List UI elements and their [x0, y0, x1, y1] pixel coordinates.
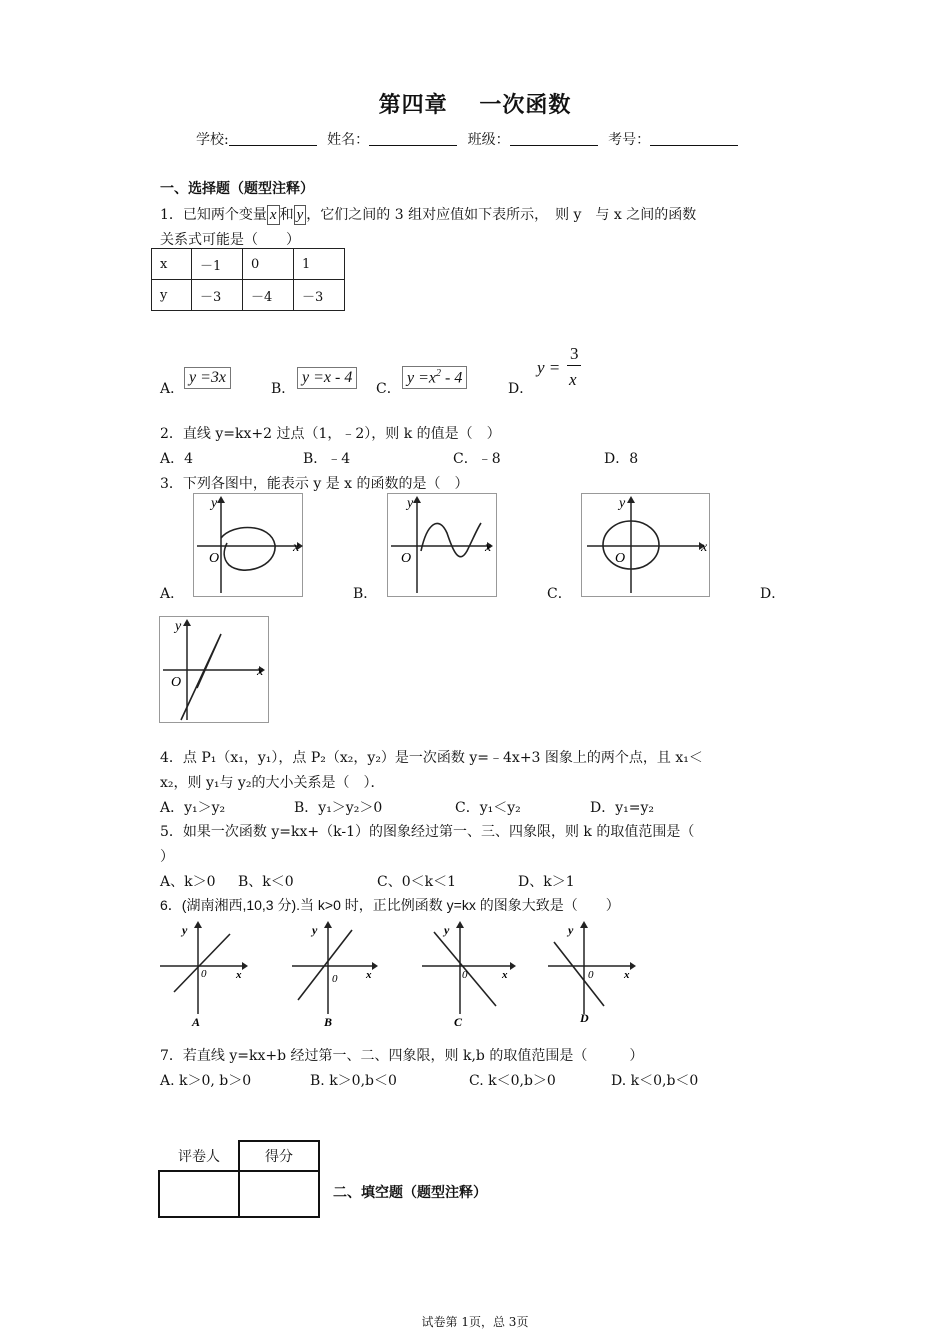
origin-label: O — [401, 551, 412, 566]
svg-text:y: y — [444, 923, 450, 937]
q6-label-a: A — [192, 1015, 201, 1029]
svg-text:0: 0 — [201, 968, 207, 980]
score-table — [158, 1140, 320, 1218]
table-cell: 1 — [294, 249, 345, 280]
q1-text-b: 和 — [279, 207, 294, 223]
school-label: 学校: — [196, 132, 229, 148]
q3-label-b: B． — [353, 586, 378, 602]
table-cell: －1 — [192, 249, 243, 280]
q3-graph-c — [581, 493, 713, 603]
y-axis-label: y — [619, 496, 626, 511]
q4-option-a: A．y₁＞y₂ — [160, 800, 226, 816]
table-cell: 0 — [243, 249, 294, 280]
class-label: 班级： — [467, 132, 510, 148]
q2-option-a: A．4 — [160, 451, 194, 467]
q6-graph-d — [548, 921, 636, 1025]
y-axis-arrow — [413, 496, 421, 503]
q1-text-c: ，它们之间的 3 组对应值如下表所示， 则 y 与 x 之间的函数 — [306, 207, 697, 223]
question-1-line-1 — [160, 204, 696, 225]
q2-option-d: D．8 — [604, 451, 639, 467]
q4-option-b: B．y₁＞y₂＞0 — [294, 800, 383, 816]
q6-label-c: C — [454, 1015, 463, 1029]
x-axis-label: x — [257, 664, 264, 679]
question-7: 7．若直线 y=kx+b 经过第一、二、四象限，则 k,b 的取值范围是（ ） — [160, 1048, 644, 1064]
score-header: 得分 — [239, 1141, 319, 1171]
question-6: 6．(湖南湘西,10,3 分).当 k>0 时，正比例函数 y=kx 的图象大致是（ ） — [160, 897, 620, 913]
q1-option-d-lhs: y = — [537, 358, 561, 377]
q1-var-y: y — [294, 205, 307, 225]
question-3: 3．下列各图中，能表示 y 是 x 的函数的是（ ） — [160, 476, 469, 492]
table-cell: －3 — [294, 280, 345, 311]
x-axis-label: x — [293, 540, 300, 555]
svg-text:0: 0 — [332, 973, 338, 985]
table-cell: x — [152, 249, 192, 280]
q3-label-c: C． — [547, 586, 572, 602]
name-label: 姓名： — [327, 132, 370, 148]
q7-option-b: B. k＞0,b＜0 — [310, 1073, 397, 1089]
q1-var-x: x — [267, 205, 280, 225]
q5-option-b: B、k＜0 — [238, 874, 294, 890]
q7-option-c: C. k＜0,b＞0 — [469, 1073, 556, 1089]
table-row — [152, 249, 345, 280]
svg-text:y: y — [182, 923, 188, 937]
table-row — [152, 280, 345, 311]
section-2-title: 二、填空题（题型注释） — [333, 1185, 487, 1201]
q3-label-d: D． — [760, 586, 786, 602]
q2-option-c: C．﹣8 — [453, 451, 501, 467]
table-cell: －4 — [243, 280, 294, 311]
x-axis-label: x — [701, 540, 708, 555]
q6-graphs — [158, 920, 668, 1036]
table-row — [159, 1171, 319, 1217]
q6-label-b: B — [324, 1015, 333, 1029]
graph-frame — [388, 494, 497, 597]
q7-option-d: D. k＜0,b＜0 — [611, 1073, 699, 1089]
q6-graph-b — [292, 921, 378, 1029]
q4-option-d: D．y₁=y₂ — [590, 800, 654, 816]
svg-text:0: 0 — [588, 969, 594, 981]
graph-frame — [582, 494, 710, 597]
x-axis-label: x — [485, 540, 492, 555]
svg-text:y: y — [568, 923, 574, 937]
score-cell[interactable] — [239, 1171, 319, 1217]
question-1-line-2: 关系式可能是（ ） — [160, 232, 300, 248]
origin-label: O — [209, 551, 220, 566]
q1-option-b: y =x - 4 — [297, 367, 357, 389]
y-axis-label: y — [211, 496, 218, 511]
q1-option-a: y =3x — [184, 367, 231, 389]
y-axis-arrow — [217, 496, 225, 503]
svg-text:0: 0 — [462, 969, 468, 981]
q2-option-b: B．﹣4 — [303, 451, 351, 467]
svg-text:y: y — [312, 923, 318, 937]
q5-option-d: D、k＞1 — [518, 874, 575, 890]
table-cell: y — [152, 280, 192, 311]
table-cell: －3 — [192, 280, 243, 311]
q7-option-a: A. k＞0, b＞0 — [160, 1073, 252, 1089]
reviewer-cell[interactable] — [159, 1171, 239, 1217]
q3-graph-a — [193, 493, 305, 603]
q1-option-a-label: A． — [160, 381, 185, 397]
q6-graph-a — [160, 921, 248, 1029]
question-5-line-1: 5．如果一次函数 y=kx+（k-1）的图象经过第一、三、四象限，则 k 的取值范围是（ — [160, 824, 695, 840]
q5-option-a: A、k＞0 — [160, 874, 216, 890]
exam-number-label: 考号： — [608, 132, 651, 148]
q4-option-c: C．y₁＜y₂ — [455, 800, 521, 816]
svg-text:x: x — [366, 969, 372, 981]
question-5-line-2: ） — [160, 849, 174, 865]
q3-graph-b — [387, 493, 499, 603]
graph-frame — [194, 494, 303, 597]
page-title: 第四章 一次函数 — [378, 93, 572, 118]
origin-label: O — [615, 551, 626, 566]
fraction-bar — [567, 365, 581, 366]
section-1-title: 一、选择题（题型注释） — [160, 181, 314, 197]
q1-option-c-exponent: 2 — [436, 368, 441, 379]
q5-option-c: C、0＜k＜1 — [377, 874, 457, 890]
q1-option-c-tail: - 4 — [441, 369, 463, 387]
school-field[interactable] — [229, 131, 317, 146]
student-info-line — [196, 129, 744, 149]
curve — [421, 523, 481, 557]
curve — [221, 528, 275, 571]
question-4-line-1: 4．点 P₁（x₁，y₁），点 P₂（x₂，y₂）是一次函数 y=﹣4x+3 图象上的两个点，且 x₁＜ — [160, 750, 703, 766]
table-row — [159, 1141, 319, 1171]
q1-option-c-label: C． — [376, 381, 401, 397]
q6-graph-c — [422, 921, 516, 1029]
q3-graph-d — [159, 616, 271, 728]
q1-option-d-denominator: x — [569, 370, 577, 389]
svg-text:x: x — [502, 969, 508, 981]
svg-text:x: x — [624, 969, 630, 981]
origin-label: O — [171, 675, 182, 690]
q1-option-d-label: D． — [508, 381, 534, 397]
class-field[interactable] — [510, 131, 598, 146]
q1-text-a: 1．已知两个变量 — [160, 207, 267, 223]
y-axis-label: y — [175, 619, 182, 634]
page-footer: 试卷第 1页，总 3页 — [421, 1315, 529, 1329]
y-axis-arrow — [183, 619, 191, 626]
q1-option-c-base: y =x — [407, 369, 436, 387]
q1-option-b-label: B． — [271, 381, 296, 397]
q3-label-a: A． — [160, 586, 185, 602]
y-axis-label: y — [407, 496, 414, 511]
q1-value-table — [151, 248, 345, 311]
q1-option-c — [402, 366, 467, 389]
q1-option-d-numerator: 3 — [570, 344, 579, 363]
question-4-line-2: x₂，则 y₁与 y₂的大小关系是（ ）． — [160, 775, 385, 791]
exam-number-field[interactable] — [650, 131, 738, 146]
q6-label-d: D — [580, 1011, 589, 1025]
name-field[interactable] — [369, 131, 457, 146]
svg-text:x: x — [236, 969, 242, 981]
y-axis-arrow — [627, 496, 635, 503]
question-2: 2．直线 y=kx+2 过点（1，﹣2），则 k 的值是（ ） — [160, 426, 501, 442]
reviewer-header: 评卷人 — [159, 1141, 239, 1171]
